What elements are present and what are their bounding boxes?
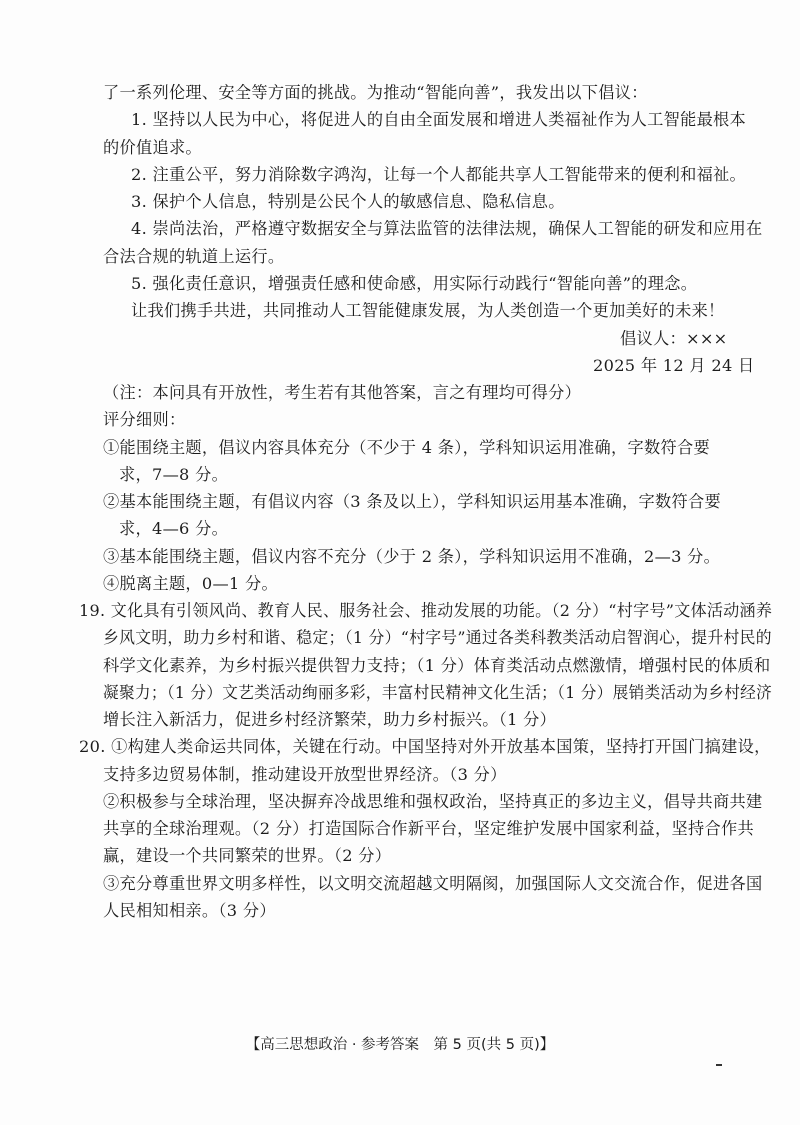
note-line: （注：本问具有开放性，考生若有其他答案，言之有理均可得分） (103, 383, 582, 402)
answer-19-line: 乡风文明，助力乡村和谐、稳定；（1 分）“村字号”通过各类科教类活动启智润心，提升村民的 (103, 628, 772, 647)
grading-item: ①能围绕主题，倡议内容具体充分（不少于 4 条），学科知识运用准确，字数符合要 (103, 438, 710, 457)
text-line: 的价值追求。 (103, 138, 202, 157)
answer-20-line: 人民相知相亲。（3 分） (103, 901, 276, 920)
answer-19-line: 凝聚力；（1 分）文艺类活动绚丽多彩，丰富村民精神文化生活；（1 分）展销类活动为乡村经济 (103, 683, 773, 702)
grading-item: 求，7—8 分。 (119, 465, 229, 484)
text-line: 了一系列伦理、安全等方面的挑战。为推动“智能向善”，我发出以下倡议： (103, 83, 648, 102)
grading-item: 求，4—6 分。 (119, 519, 229, 538)
grading-item: ④脱离主题，0—1 分。 (103, 574, 279, 593)
text-line: 5. 强化责任意识，增强责任感和使命感，用实际行动践行“智能向善”的理念。 (131, 274, 698, 293)
text-line: 2. 注重公平，努力消除数字鸿沟，让每一个人都能共享人工智能带来的便利和福祉。 (131, 165, 747, 184)
grading-item: ②基本能围绕主题，有倡议内容（3 条及以上），学科知识运用基本准确，字数符合要 (103, 492, 721, 511)
text-line: 4. 崇尚法治，严格遵守数据安全与算法监管的法律法规，确保人工智能的研发和应用在 (131, 219, 763, 238)
answer-20-line: ②积极参与全球治理，坚决摒弃冷战思维和强权政治，坚持真正的多边主义，倡导共商共建 (103, 792, 763, 811)
text-line: 让我们携手共进，共同推动人工智能健康发展，为人类创造一个更加美好的未来！ (131, 301, 725, 320)
text-line: 1. 坚持以人民为中心，将促进人的自由全面发展和增进人类福祉作为人工智能最根本 (131, 110, 747, 129)
grading-heading: 评分细则： (103, 410, 186, 429)
grading-item: ③基本能围绕主题，倡议内容不充分（少于 2 条），学科知识运用不准确，2—3 分。 (103, 547, 721, 566)
answer-20-line: 赢，建设一个共同繁荣的世界。（2 分） (103, 846, 392, 865)
answer-19-line: 增长注入新活力，促进乡村经济繁荣，助力乡村振兴。（1 分） (103, 710, 557, 729)
answer-20-line: 共享的全球治理观。（2 分）打造国际合作新平台，坚定维护发展中国家利益，坚持合作共 (103, 819, 754, 838)
page-footer: 【高三思想政治 · 参考答案 第 5 页(共 5 页)】 (245, 1037, 555, 1053)
date-line: 2025 年 12 月 24 日 (593, 356, 755, 375)
text-line: 3. 保护个人信息，特别是公民个人的敏感信息、隐私信息。 (131, 192, 565, 211)
text-line: 合法合规的轨道上运行。 (103, 247, 285, 266)
scan-mark (716, 1064, 722, 1066)
answer-20-line: 支持多边贸易体制，推动建设开放型世界经济。（3 分） (103, 765, 507, 784)
answer-20-line: 20. ①构建人类命运共同体，关键在行动。中国坚持对外开放基本国策，坚持打开国门搞建设， (79, 737, 771, 756)
answer-19-line: 19. 文化具有引领风尚、教育人民、服务社会、推动发展的功能。（2 分）“村字号”文体活动涵养 (79, 601, 773, 620)
answer-20-line: ③充分尊重世界文明多样性，以文明交流超越文明隔阂，加强国际人文交流合作，促进各国 (103, 874, 763, 893)
answer-19-line: 科学文化素养，为乡村振兴提供智力支持；（1 分）体育类活动点燃激情，增强村民的体质和 (103, 656, 771, 675)
signature-line: 倡议人：××× (620, 329, 728, 348)
